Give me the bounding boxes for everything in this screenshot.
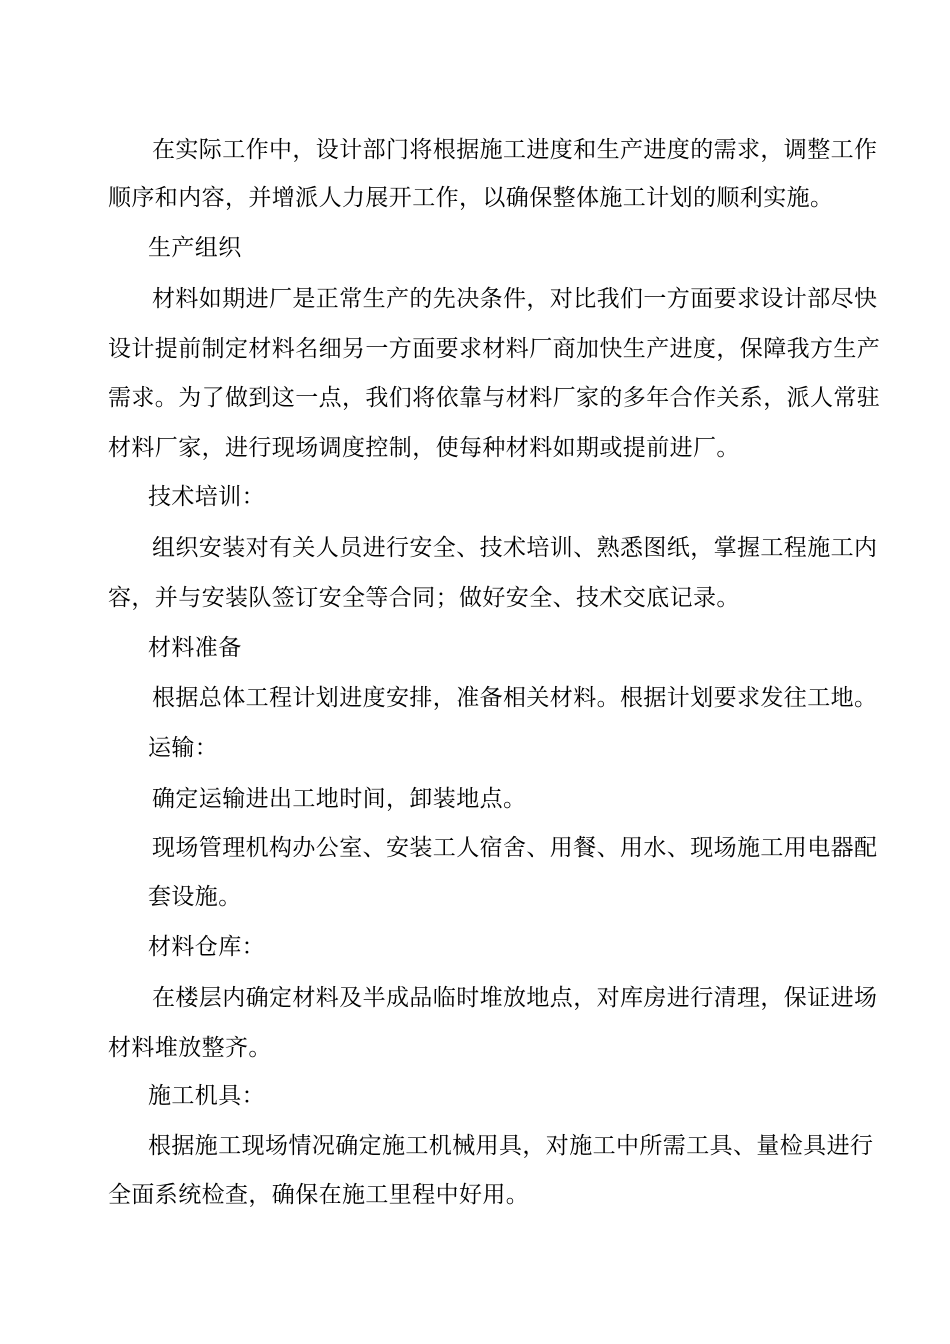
section-heading: 材料仓库： [148,934,265,960]
paragraph-line: 在实际工作中，设计部门将根据施工进度和生产进度的需求，调整工作 [152,137,878,163]
paragraph-line: 设计提前制定材料名细另一方面要求材料厂商加快生产进度，保障我方生产 [108,336,881,362]
section-heading: 材料准备 [148,635,242,661]
paragraph-line: 材料堆放整齐。 [108,1035,272,1061]
paragraph-line: 需求。为了做到这一点，我们将依靠与材料厂家的多年合作关系，派人常驻 [108,385,881,411]
paragraph-line: 在楼层内确定材料及半成品临时堆放地点，对库房进行清理，保证进场 [152,985,878,1011]
paragraph-line: 全面系统检查，确保在施工里程中好用。 [108,1182,530,1208]
paragraph-line: 确定运输进出工地时间，卸装地点。 [152,786,527,812]
paragraph-line: 套设施。 [148,884,242,910]
paragraph-line: 容，并与安装队签订安全等合同；做好安全、技术交底记录。 [108,585,740,611]
section-heading: 运输： [148,735,219,761]
section-heading: 技术培训： [148,484,265,510]
paragraph-line: 材料厂家，进行现场调度控制，使每种材料如期或提前进厂。 [108,435,740,461]
section-heading: 生产组织 [148,235,242,261]
paragraph-line: 根据总体工程计划进度安排，准备相关材料。根据计划要求发往工地。 [152,685,878,711]
paragraph-line: 材料如期进厂是正常生产的先决条件，对比我们一方面要求设计部尽快 [152,286,878,312]
paragraph-line: 根据施工现场情况确定施工机械用具，对施工中所需工具、量检具进行 [148,1133,874,1159]
paragraph-line: 现场管理机构办公室、安装工人宿舍、用餐、用水、现场施工用电器配 [152,835,878,861]
paragraph-line: 顺序和内容，并增派人力展开工作，以确保整体施工计划的顺利实施。 [108,185,834,211]
paragraph-line: 组织安装对有关人员进行安全、技术培训、熟悉图纸，掌握工程施工内 [152,535,878,561]
section-heading: 施工机具： [148,1083,265,1109]
